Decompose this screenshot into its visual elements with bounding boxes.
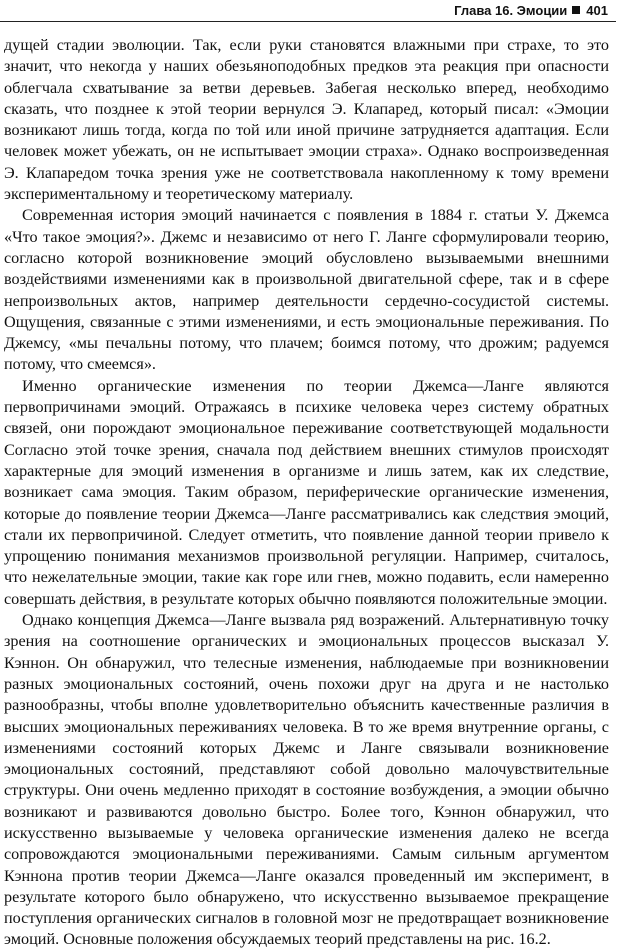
paragraph-4: Однако концепция Джемса—Ланге вызвала ряд возражений. Альтернативную точку зрения на соотношение органических и эмоциональных процессов высказал У. Кэннон. Он обнаружил, что телесные изменения, наблюдаемые при возникновении разных эмоциональных состояний, очень похожи друг на друга и не настолько разнообразны, чтобы вполне удовлетворительно объяснить качественные различия в высших эмоциональных переживаниях человека. В то же время внутренние органы, с изменениями состояний которых Джемс и Ланге связывали возникновение эмоциональных состояний, представляют собой довольно малочувствительные структуры. Они очень медленно приходят в состояние возбуждения, а эмоции обычно возникают и развиваются довольно быстро. Более того, Кэннон обнаружил, что искусственно вызываемые у человека органические изменения далеко не всегда сопровождаются эмоциональными переживаниями. Самым сильным аргументом Кэннона против теории Джемса—Ланге оказался проведенный им эксперимент, в результате которого было обнаружено, что искусственно вызываемое прекращение поступления органических сигналов в головной мозг не предотвращает возникновение эмоций. Основные положения обсуждаемых теорий представлены на рис. 16.2.	[4, 611, 609, 949]
body-text	[4, 35, 609, 951]
header-rule	[0, 21, 616, 22]
paragraph-3: Именно органические изменения по теории Джемса—Ланге являются первопричинами эмоций. Отражаясь в психике человека через систему обратных связей, они порождают эмоциональное переживание соответствующей модальности Согласно этой точке зрения, сначала под действием внешних стимулов происходят характерные для эмоций изменения в организме и лишь затем, как их следствие, возникает сама эмоция. Таким образом, периферические органические изменения, которые до появление теории Джемса—Ланге рассматривались как следствия эмоций, стали их первопричиной. Следует отметить, что появление данной теории привело к упрощению понимания механизмов произвольной регуляции. Например, считалось, что нежелательные эмоции, такие как горе или гнев, можно подавить, если намеренно совершать действия, в результате которых обычно появляются положительные эмоции.	[4, 376, 609, 608]
page-number: 401	[586, 2, 608, 18]
chapter-title: Глава 16. Эмоции	[454, 2, 568, 18]
running-header	[454, 1, 608, 19]
square-bullet-icon	[572, 6, 580, 14]
paragraph-1: дущей стадии эволюции. Так, если руки становятся влажными при страхе, то это значит, что некогда у наших обезьяноподобных предков эта реакция при опасности облегчала схватывание за ветви деревьев. Забегая несколько вперед, необходимо сказать, что позднее к этой теории вернулся Э. Клапаред, который писал: «Эмоции возникают лишь тогда, когда по той или иной причине затрудняется адаптация. Если человек может убежать, он не испытывает эмоции страха». Однако воспроизведенная Э. Клапаредом точка зрения уже не соответствовала накопленному к тому времени экспериментальному и теоретическому материалу.	[4, 36, 609, 204]
paragraph-2: Современная история эмоций начинается с появления в 1884 г. статьи У. Джемса «Что такое эмоция?». Джемс и независимо от него Г. Ланге сформулировали теорию, согласно которой возникновение эмоций обусловлено вызываемыми внешними воздействиями изменениями как в произвольной двигательной сфере, так и в сфере непроизвольных актов, например деятельности сердечно-сосудистой системы. Ощущения, связанные с этими изменениями, и есть эмоциональные переживания. По Джемсу, «мы печальны потому, что плачем; боимся потому, что дрожим; радуемся потому, что смеемся».	[4, 206, 609, 374]
